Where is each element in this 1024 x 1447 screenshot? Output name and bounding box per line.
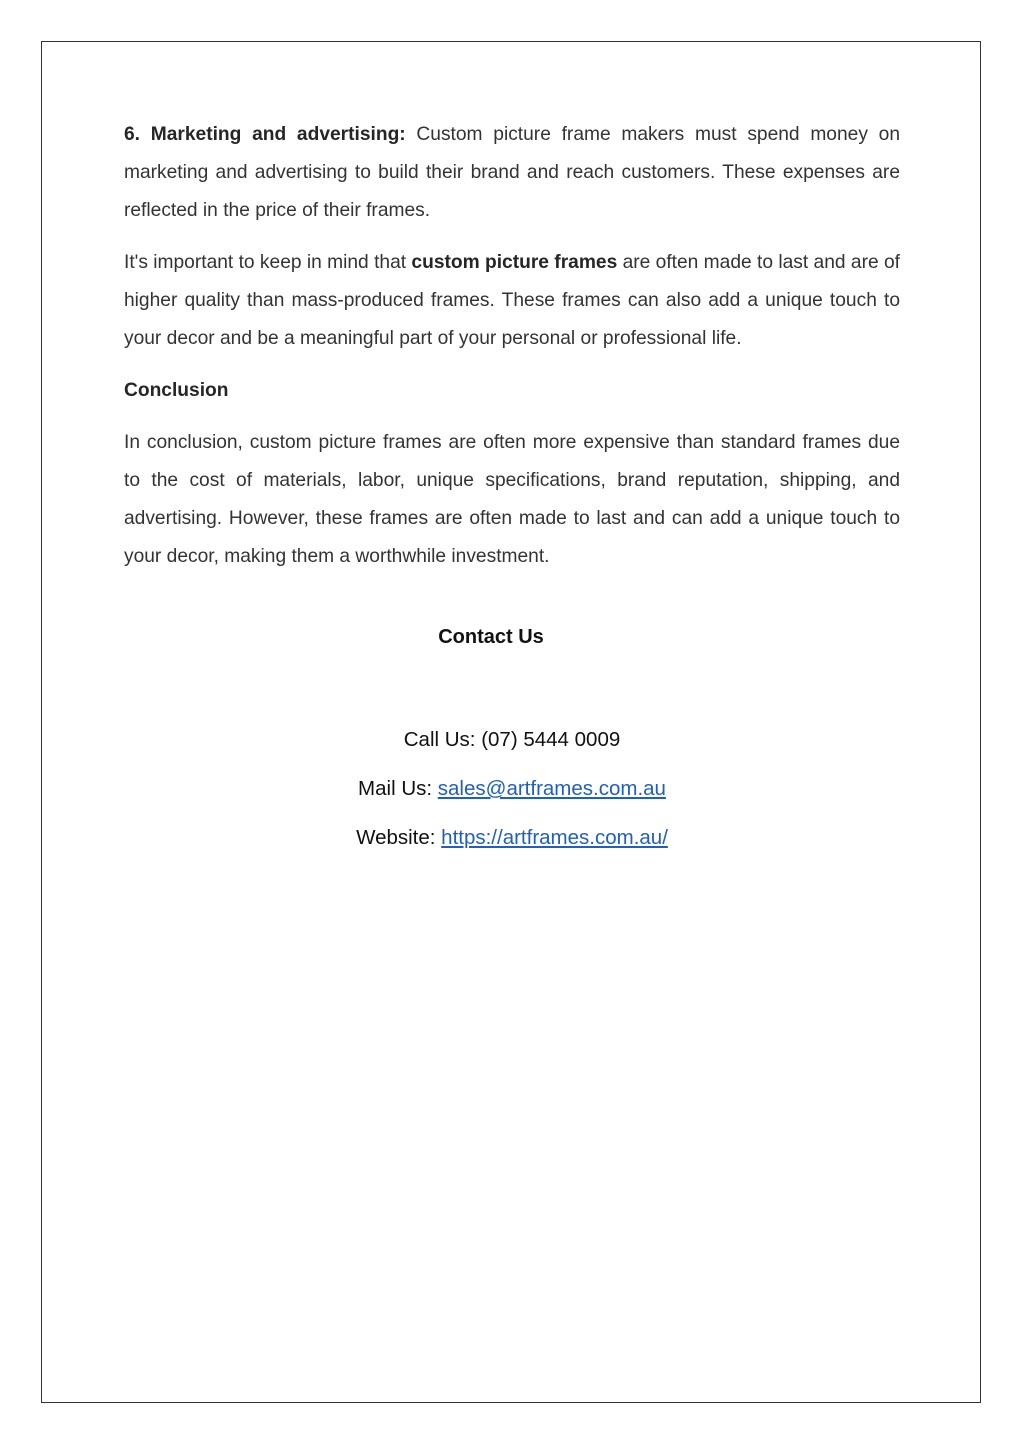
section-label: 6. Marketing and advertising: [124,124,406,145]
paragraph-text-before: It's important to keep in mind that [124,252,412,273]
mail-link[interactable]: sales@artframes.com.au [437,777,666,800]
website-link[interactable]: https://artframes.com.au/ [441,826,668,849]
call-label: Call Us: [403,728,476,751]
paragraph-keep-in-mind [124,244,900,358]
website-label: Website: [356,826,442,849]
section-text: Custom picture frame makers must spend money on marketing and advertising to build their brand and reach customers. These expenses are reflected in the price of their frames. [124,124,900,221]
contact-title: Contact Us [438,626,544,648]
call-value: (07) 5444 0009 [475,728,621,751]
paragraph-conclusion: In conclusion, custom picture frames are often more expensive than standard frames due to the cost of materials, labor, unique specifications, brand reputation, shipping, and advertising. However, these frames are often made to last and can add a unique touch to your decor, making them a worthwhile investment. [124,432,900,567]
paragraph-marketing [124,116,900,230]
contact-call [0,728,1024,752]
paragraph-bold-phrase: custom picture frames [411,252,618,273]
paragraph-text-after: are often made to last and are of higher quality than mass-produced frames. These frames can also add a unique touch to your decor and be a meaningful part of your personal or professional life. [124,252,900,349]
conclusion-heading: Conclusion [124,380,229,401]
document-body [124,116,900,590]
contact-mail [0,777,1024,801]
contact-website [0,826,1024,850]
mail-label: Mail Us: [358,777,438,800]
